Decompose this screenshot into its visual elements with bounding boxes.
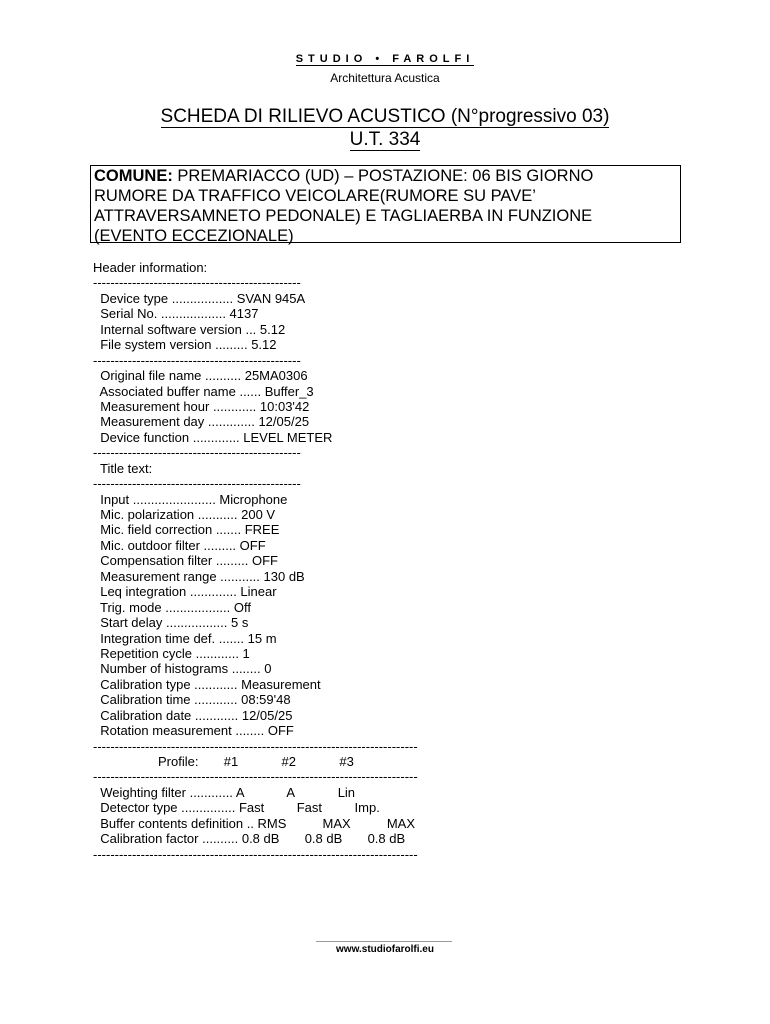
report-line: Buffer contents definition .. RMS MAX MAX	[93, 815, 415, 831]
report-line: Mic. field correction ....... FREE	[93, 522, 280, 538]
report-line: Device type ................. SVAN 945A	[93, 290, 306, 306]
report-line: ------------------------------------------------	[93, 476, 301, 492]
report-line: Compensation filter ......... OFF	[93, 553, 278, 569]
report-line: ---------------------------------------------------------------------------	[93, 769, 418, 785]
report-line: Internal software version ... 5.12	[93, 321, 286, 337]
report-line: Header information:	[93, 260, 208, 275]
report-line: Integration time def. ....... 15 m	[93, 630, 277, 646]
report-line: ------------------------------------------------	[93, 275, 301, 291]
report-line: Device function ............. LEVEL METER	[93, 429, 333, 445]
report-line: Repetition cycle ............ 1	[93, 645, 250, 661]
report-line: Measurement range ........... 130 dB	[93, 568, 305, 584]
studio-logo	[0, 53, 770, 65]
report-line: Measurement day ............. 12/05/25	[93, 414, 310, 430]
box-line-3: ATTRAVERSAMNETO PEDONALE) E TAGLIAERBA IN FUNZIONE	[94, 207, 593, 225]
report-line: File system version ......... 5.12	[93, 337, 277, 353]
report-line: Measurement hour ............ 10:03'42	[93, 398, 310, 414]
report-line: Associated buffer name ...... Buffer_3	[93, 383, 314, 399]
report-line: Weighting filter ............ A A Lin	[93, 784, 356, 800]
studio-subtitle: Architettura Acustica	[330, 71, 440, 85]
report-line: Serial No. .................. 4137	[93, 306, 259, 322]
comune-label: COMUNE:	[94, 167, 173, 185]
report-line: ---------------------------------------------------------------------------	[93, 846, 418, 862]
report-line: Start delay ................. 5 s	[93, 615, 249, 631]
report-line: Mic. polarization ........... 200 V	[93, 507, 276, 522]
report-line: Calibration time ............ 08:59'48	[93, 692, 291, 708]
report-line: Leq integration ............. Linear	[93, 584, 277, 600]
report-line: Profile: #1 #2 #3	[93, 754, 354, 769]
report-line: Rotation measurement ........ OFF	[93, 723, 294, 739]
report-line: Original file name .......... 25MA0306	[93, 368, 308, 384]
box-line-1: PREMARIACCO (UD) – POSTAZIONE: 06 BIS GIORNO	[172, 167, 594, 185]
report-line: Mic. outdoor filter ......... OFF	[93, 537, 266, 553]
box-line-2: RUMORE DA TRAFFICO VEICOLARE(RUMORE SU PAVE’	[94, 187, 536, 205]
report-line: Trig. mode .................. Off	[93, 599, 251, 615]
report-line: ------------------------------------------------	[93, 445, 301, 461]
studio-name: STUDIO • FAROLFI	[295, 53, 475, 65]
report-line: Calibration type ............ Measurement	[93, 676, 321, 692]
report-line: Number of histograms ........ 0	[93, 661, 272, 677]
document-title	[0, 105, 770, 151]
title-line-2: U.T. 334	[349, 129, 421, 150]
title-line-1: SCHEDA DI RILIEVO ACUSTICO (N°progressivo 03)	[160, 106, 610, 127]
measurement-report	[93, 260, 418, 862]
report-line: Title text:	[93, 460, 153, 476]
location-box	[90, 165, 681, 243]
report-line: ------------------------------------------------	[93, 352, 301, 368]
footer-divider	[316, 941, 452, 942]
report-line: Calibration factor .......... 0.8 dB 0.8 dB 0.8 dB	[93, 831, 406, 847]
report-line: Input ....................... Microphone	[93, 491, 288, 507]
box-line-4: (EVENTO ECCEZIONALE)	[94, 227, 294, 245]
footer-url: www.studiofarolfi.eu	[336, 944, 434, 955]
report-line: Calibration date ............ 12/05/25	[93, 707, 293, 723]
report-line: Detector type ............... Fast Fast Imp.	[93, 800, 380, 816]
report-line: ---------------------------------------------------------------------------	[93, 738, 418, 754]
